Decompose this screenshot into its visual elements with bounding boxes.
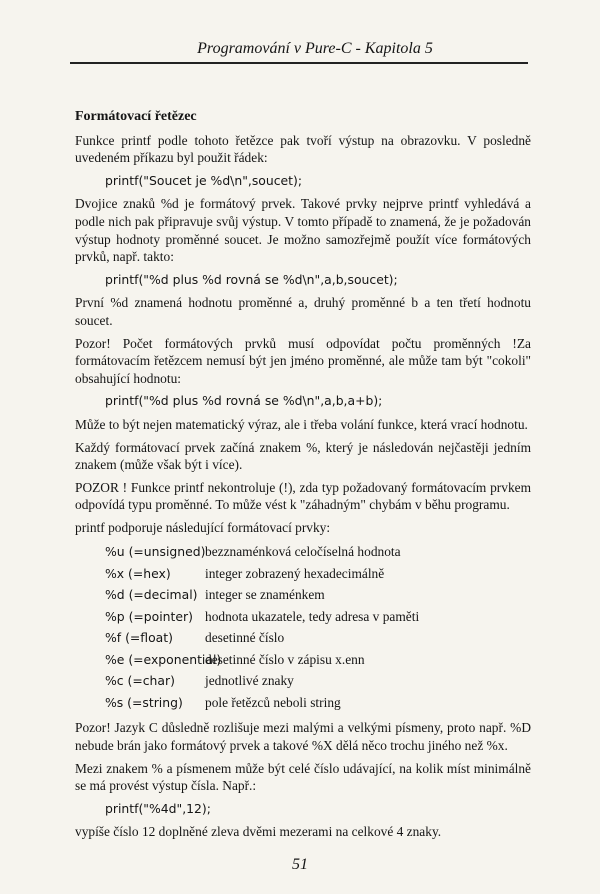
format-item — [105, 541, 531, 563]
format-desc: desetinné číslo — [205, 630, 285, 646]
format-key: %e (=exponential) — [105, 651, 222, 667]
code-line-1: printf("Soucet je %d\n",soucet); — [105, 172, 303, 188]
paragraph-3: První %d znamená hodnotu proměnné a, druhý proměnné b a ten třetí hodnotu soucet. — [75, 295, 531, 328]
format-item — [105, 627, 531, 649]
code-line-2: printf("%d plus %d rovná se %d\n",a,b,soucet); — [105, 271, 398, 287]
format-item — [105, 692, 531, 714]
format-item — [105, 670, 531, 692]
format-key: %u (=unsigned) — [105, 544, 206, 560]
paragraph-10: Mezi znakem % a písmenem může být celé číslo udávající, na kolik míst minimálně se má provést výstup čísla. Např.: — [75, 760, 531, 794]
code-line-4: printf("%4d",12); — [105, 800, 211, 816]
format-key: %d (=decimal) — [105, 587, 198, 603]
page-number: 51 — [292, 856, 308, 873]
format-item — [105, 649, 531, 671]
paragraph-9: Pozor! Jazyk C důsledně rozlišuje mezi malými a velkými písmeny, proto např. %D nebude brán jako formátový prvek a takové %X dělá něco trochu jiného než %x. — [75, 720, 531, 754]
format-desc: pole řetězců neboli string — [205, 694, 341, 710]
format-key: %c (=char) — [105, 673, 175, 689]
paragraph-5: Může to být nejen matematický výraz, ale i třeba volání funkce, která vrací hodnotu. — [75, 416, 528, 432]
format-key: %x (=hex) — [105, 565, 171, 581]
format-key: %s (=string) — [105, 694, 183, 710]
format-key: %f (=float) — [105, 630, 173, 646]
format-item — [105, 563, 531, 585]
format-desc: jednotlivé znaky — [205, 673, 294, 689]
code-line-3: printf("%d plus %d rovná se %d\n",a,b,a+b); — [105, 393, 383, 409]
format-desc: integer zobrazený hexadecimálně — [205, 565, 385, 581]
format-desc: bezznaménková celočíselná hodnota — [205, 544, 401, 560]
format-item — [105, 584, 531, 606]
section-heading: Formátovací řetězec — [75, 109, 197, 124]
paragraph-8: printf podporuje následující formátovací prvky: — [75, 519, 331, 535]
paragraph-7: POZOR ! Funkce printf nekontroluje (!), zda typ požadovaný formátovacím prvkem odpovídá typu proměnné. To může vést k "záhadným" chybám v běhu programu. — [75, 479, 531, 513]
format-desc: hodnota ukazatele, tedy adresa v paměti — [205, 608, 420, 624]
paragraph-2: Dvojice znaků %d je formátový prvek. Takové prvky nejprve printf vyhledává a podle nich pak připravuje svůj výstup. V tomto případě to znamená, že je požadován výstup hodnoty proměnné soucet. Je možno samozřejmě použít více formátových prvků, např. takto: — [75, 196, 531, 265]
paragraph-6: Každý formátovací prvek začíná znakem %, který je následován nejčastěji jedním znakem (může však být i více). — [75, 439, 531, 473]
paragraph-1: Funkce printf podle tohoto řetězce pak tvoří výstup na obrazovku. V posledně uvedeném příkazu byl použit řádek: — [75, 132, 531, 166]
format-desc: integer se znaménkem — [205, 587, 325, 603]
format-desc: desetinné číslo v zápisu x.enn — [205, 651, 365, 667]
page-content — [75, 108, 531, 846]
header-rule — [70, 62, 528, 64]
page-header: Programování v Pure-C - Kapitola 5 — [197, 40, 433, 57]
paragraph-4: Pozor! Počet formátových prvků musí odpovídat počtu proměnných !Za formátovacím řetězcem nemusí být jen jméno proměnné, ale může tam být "cokoli" obsahující hodnotu: — [75, 335, 531, 386]
format-item — [105, 606, 531, 628]
format-key: %p (=pointer) — [105, 608, 193, 624]
format-items-list — [105, 541, 531, 713]
paragraph-11: vypíše číslo 12 doplněné zleva dvěmi mezerami na celkové 4 znaky. — [75, 824, 442, 840]
